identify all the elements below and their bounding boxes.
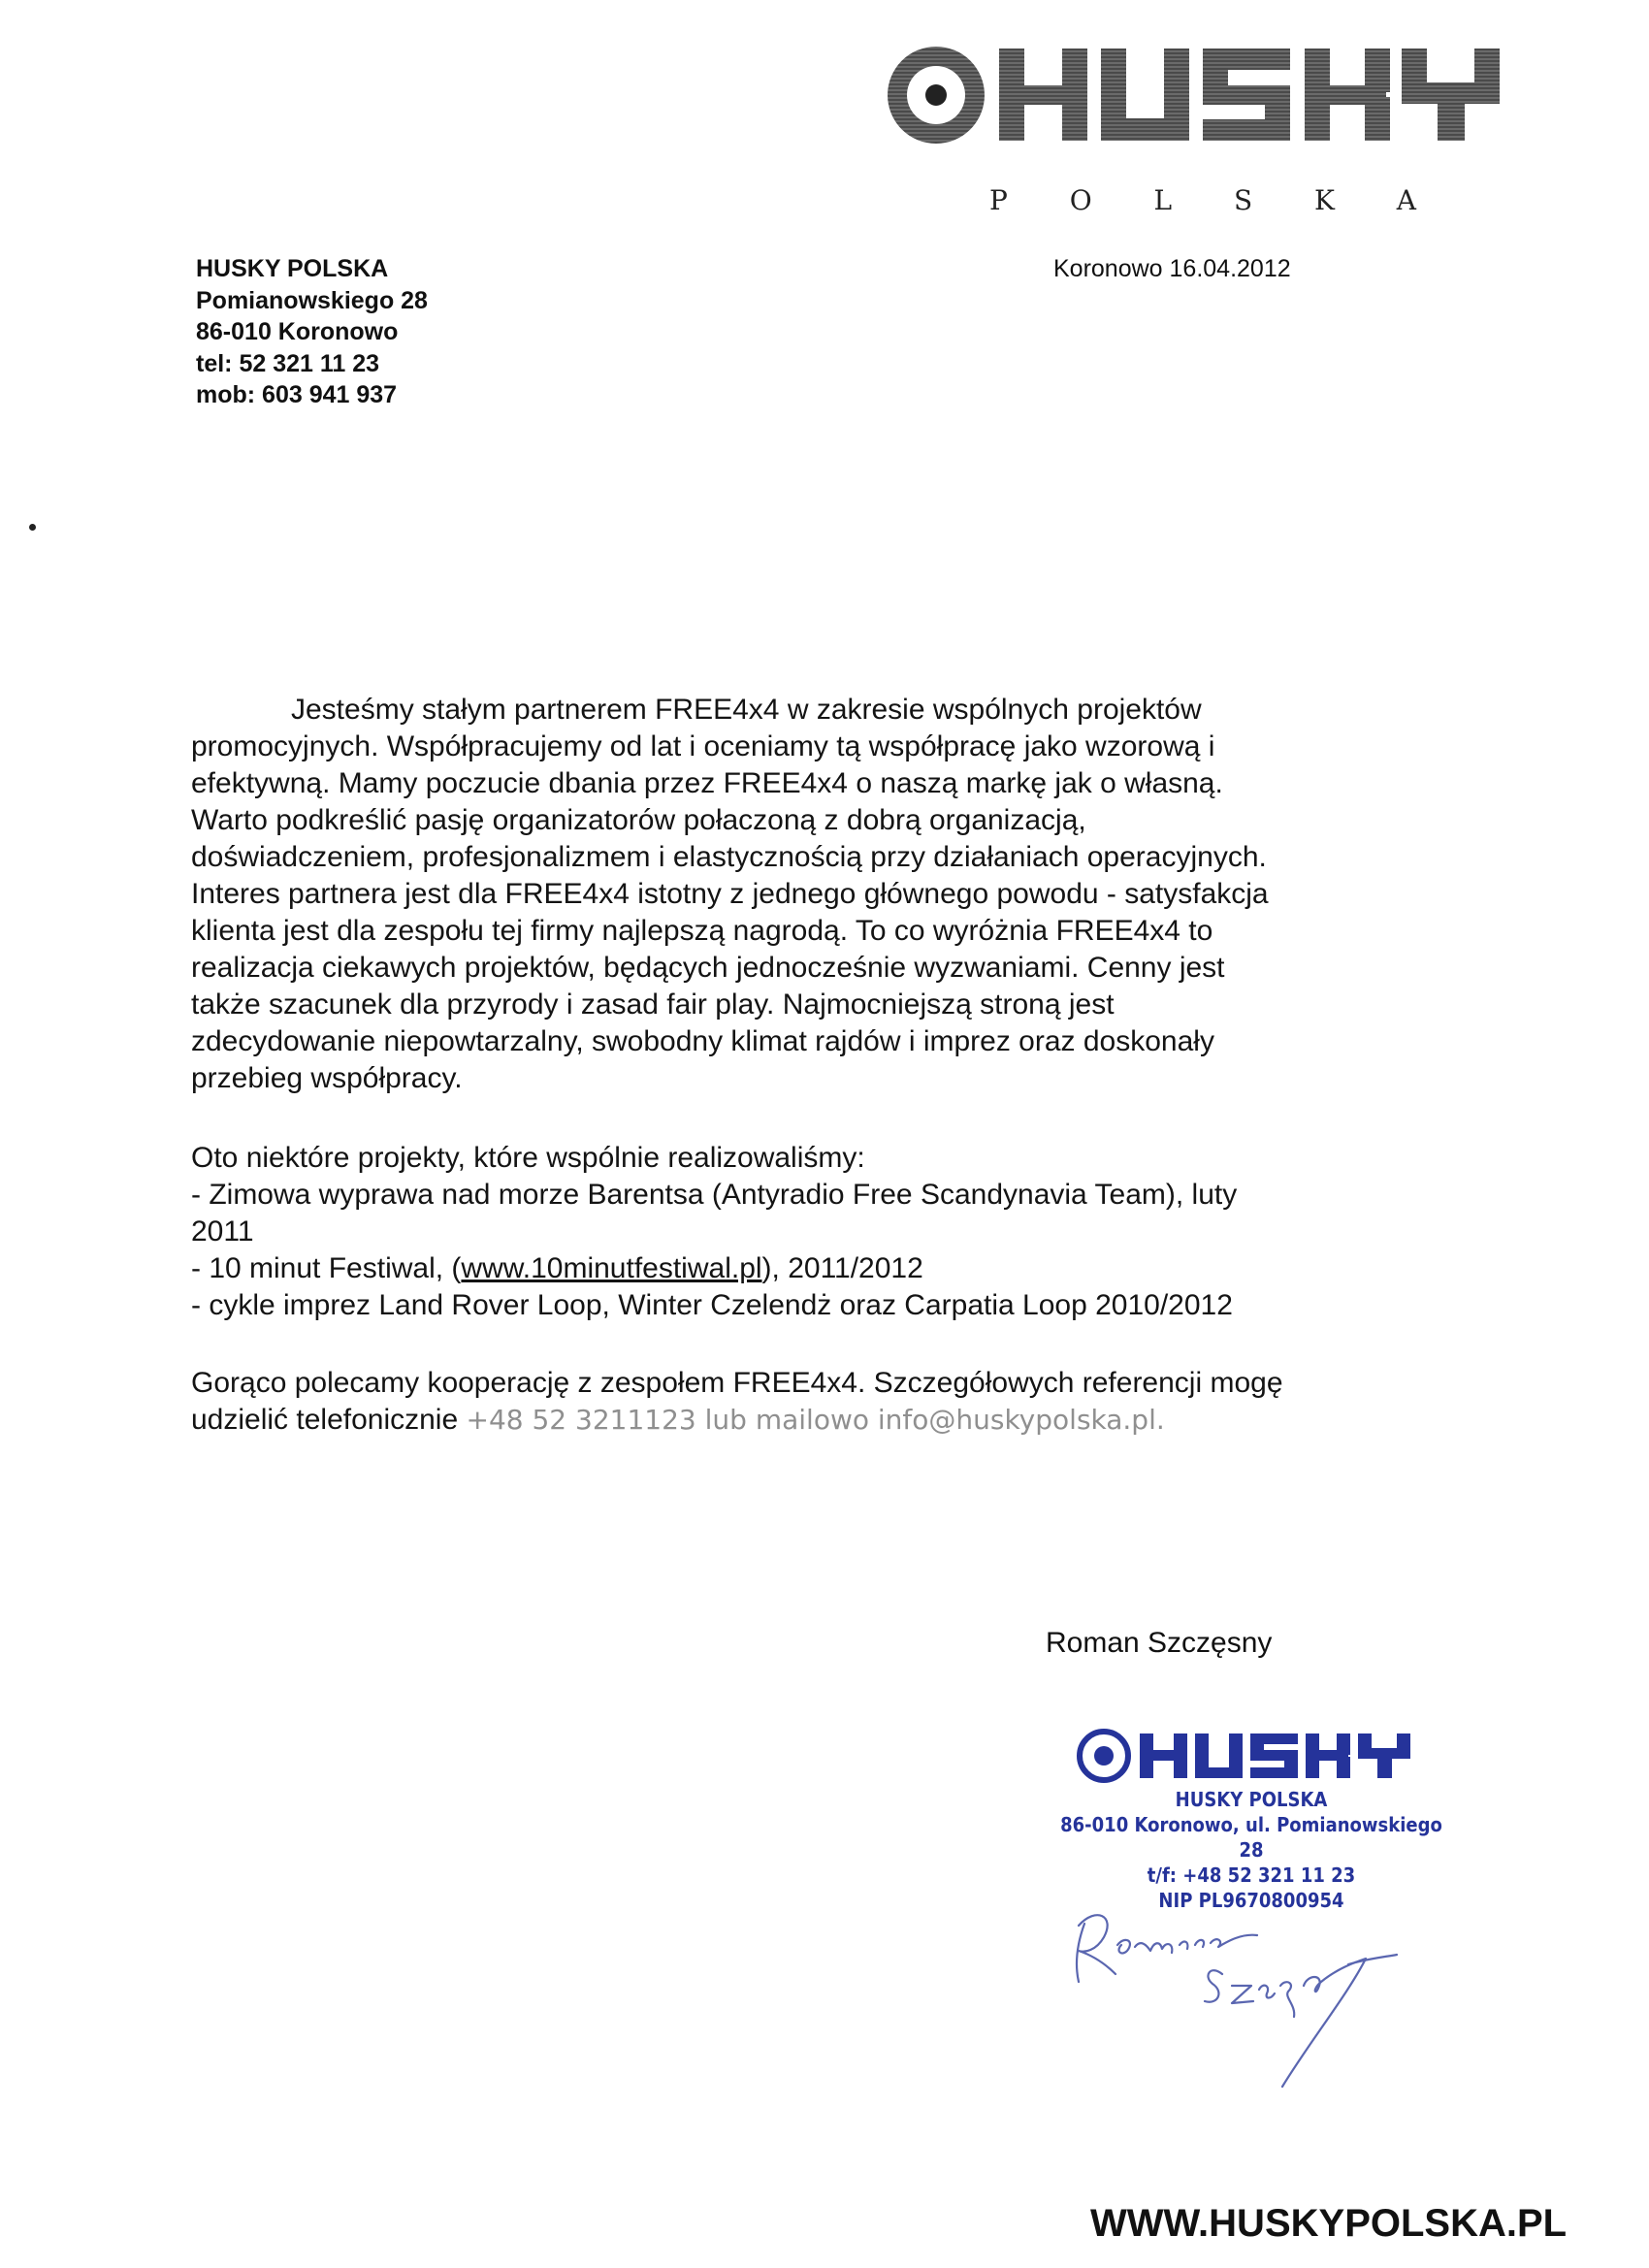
company-stamp bbox=[1038, 1729, 1465, 1913]
body-line: Jesteśmy stałym partnerem FREE4x4 w zakresie wspólnych projektów bbox=[291, 694, 1202, 726]
sender-tel: tel: 52 321 11 23 bbox=[196, 349, 380, 377]
sender-address bbox=[196, 253, 428, 411]
project-item bbox=[191, 1250, 923, 1287]
sender-mob: mob: 603 941 937 bbox=[196, 381, 398, 408]
project-item: - cykle imprez Land Rover Loop, Winter Czelendż oraz Carpatia Loop 2010/2012 bbox=[191, 1289, 1233, 1321]
letter-date: Koronowo 16.04.2012 bbox=[1053, 255, 1291, 282]
project-text: ), 2011/2012 bbox=[761, 1252, 923, 1284]
festival-link[interactable]: www.10minutfestiwal.pl bbox=[461, 1252, 762, 1284]
body-line: promocyjnych. Współpracujemy od lat i oceniamy tą współpracę jako wzorową i bbox=[191, 730, 1215, 762]
contact-info[interactable]: +48 52 3211123 lub mailowo info@huskypolska.pl. bbox=[466, 1404, 1165, 1436]
closing-text: udzielić telefonicznie bbox=[191, 1404, 459, 1436]
projects-intro: Oto niektóre projekty, które wspólnie realizowaliśmy: bbox=[191, 1142, 865, 1174]
stamp-company: HUSKY POLSKA bbox=[1175, 1788, 1328, 1811]
handwritten-signature bbox=[1057, 1896, 1484, 2120]
sender-city: 86-010 Koronowo bbox=[196, 318, 399, 345]
body-line: także szacunek dla przyrody i zasad fair play. Najmocniejszą stroną jest bbox=[191, 988, 1115, 1021]
husky-logo-graphic bbox=[883, 39, 1504, 146]
sender-street: Pomianowskiego 28 bbox=[196, 286, 428, 314]
signer-name: Roman Szczęsny bbox=[1046, 1627, 1273, 1659]
stamp-address: 86-010 Koronowo, ul. Pomianowskiego 28 bbox=[1060, 1813, 1442, 1862]
husky-logo bbox=[883, 39, 1504, 216]
stamp-phone: t/f: +48 52 321 11 23 bbox=[1147, 1863, 1356, 1887]
body-line: klienta jest dla zespołu tej firmy najlepszą nagrodą. To co wyróżnia FREE4x4 to bbox=[191, 915, 1213, 947]
sender-name: HUSKY POLSKA bbox=[196, 255, 389, 282]
logo-sub-letter: O bbox=[1069, 184, 1092, 216]
logo-subtitle bbox=[989, 184, 1416, 216]
body-line: zdecydowanie niepowtarzalny, swobodny klimat rajdów i imprez oraz doskonały bbox=[191, 1025, 1214, 1057]
project-text: - 10 minut Festiwal, ( bbox=[191, 1252, 462, 1284]
logo-sub-letter: L bbox=[1153, 184, 1173, 216]
body-line: doświadczeniem, profesjonalizmem i elastycznością przy działaniach operacyjnych. bbox=[191, 841, 1267, 873]
body-line: realizacja ciekawych projektów, będących jednocześnie wyzwaniami. Cenny jest bbox=[191, 952, 1225, 984]
logo-sub-letter: S bbox=[1233, 184, 1253, 216]
scan-dot bbox=[29, 524, 36, 531]
project-item: - Zimowa wyprawa nad morze Barentsa (Antyradio Free Scandynavia Team), luty bbox=[191, 1179, 1238, 1211]
logo-sub-letter: A bbox=[1396, 184, 1416, 216]
closing-line: Gorąco polecamy kooperację z zespołem FREE4x4. Szczegółowych referencji mogę bbox=[191, 1367, 1283, 1399]
website-url[interactable]: WWW.HUSKYPOLSKA.PL bbox=[1090, 2202, 1568, 2245]
body-line: przebieg współpracy. bbox=[191, 1062, 463, 1094]
body-line: efektywną. Mamy poczucie dbania przez FREE4x4 o naszą markę jak o własną. bbox=[191, 767, 1223, 799]
closing-line bbox=[191, 1402, 1165, 1439]
stamp-nip: NIP PL9670800954 bbox=[1158, 1889, 1344, 1912]
body-line: Warto podkreślić pasję organizatorów połaczoną z dobrą organizacją, bbox=[191, 804, 1086, 836]
logo-sub-letter: P bbox=[989, 184, 1008, 216]
stamp-logo-graphic bbox=[1077, 1729, 1426, 1783]
body-line: Interes partnera jest dla FREE4x4 istotny z jednego głównego powodu - satysfakcja bbox=[191, 878, 1269, 910]
project-item-continued: 2011 bbox=[191, 1215, 254, 1247]
logo-sub-letter: K bbox=[1313, 184, 1335, 216]
